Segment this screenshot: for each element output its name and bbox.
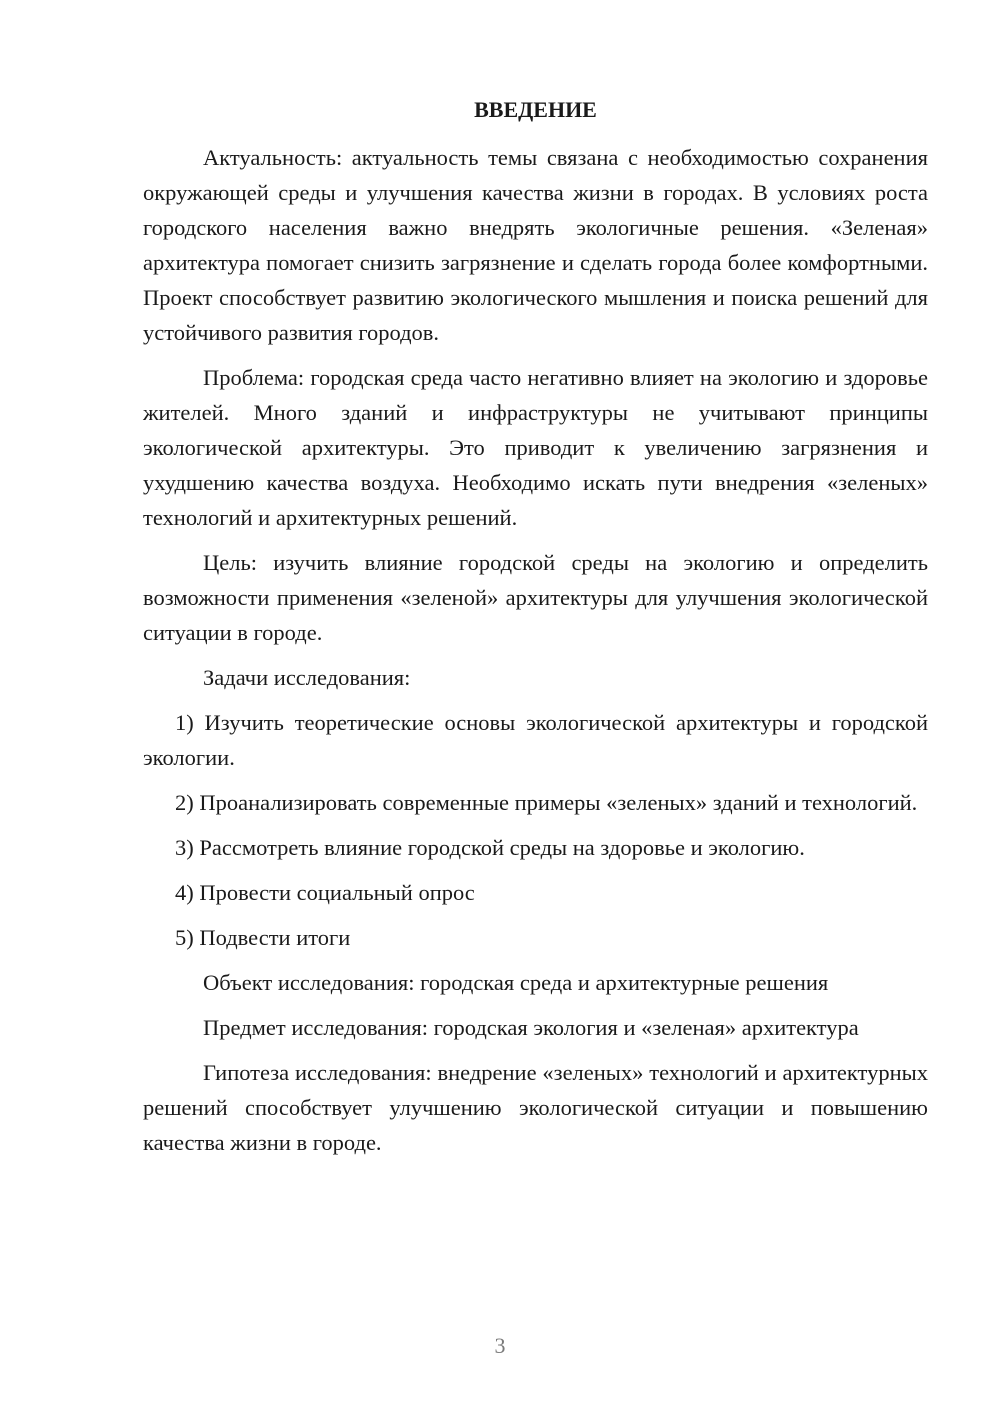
relevance-paragraph: Актуальность: актуальность темы связана с необходимостью сохранения окружающей среды и улучшения качества жизни в городах. В условиях роста городского населения важно внедрять экологичные решения. «Зеленая» архитектура помогает снизить загрязнение и сделать города более комфортными. Проект способствует развитию экологического мышления и поиска решений для устойчивого развития городов. (143, 145, 928, 345)
task-item: 2) Проанализировать современные примеры «зеленых» зданий и технологий. (175, 790, 918, 815)
task-item: 3) Рассмотреть влияние городской среды на здоровье и экологию. (175, 835, 805, 860)
section-title: ВВЕДЕНИЕ (474, 97, 597, 122)
hypothesis-paragraph: Гипотеза исследования: внедрение «зеленых» технологий и архитектурных решений способствует улучшению экологической ситуации и повышению качества жизни в городе. (143, 1060, 928, 1155)
subject-paragraph: Предмет исследования: городская экология и «зеленая» архитектура (203, 1015, 859, 1040)
task-item: 1) Изучить теоретические основы экологической архитектуры и городской экологии. (143, 710, 928, 770)
page-number: 3 (494, 1333, 506, 1358)
task-item: 5) Подвести итоги (175, 925, 351, 950)
document-page (143, 92, 928, 1170)
object-paragraph: Объект исследования: городская среда и архитектурные решения (203, 970, 829, 995)
problem-paragraph: Проблема: городская среда часто негативно влияет на экологию и здоровье жителей. Много зданий и инфраструктуры не учитывают принципы экологической архитектуры. Это приводит к увеличению загрязнения и ухудшению качества воздуха. Необходимо искать пути внедрения «зеленых» технологий и архитектурных решений. (143, 365, 928, 530)
goal-paragraph: Цель: изучить влияние городской среды на экологию и определить возможности применения «зеленой» архитектуры для улучшения экологической ситуации в городе. (143, 550, 928, 645)
task-item: 4) Провести социальный опрос (175, 880, 475, 905)
tasks-heading: Задачи исследования: (203, 665, 411, 690)
